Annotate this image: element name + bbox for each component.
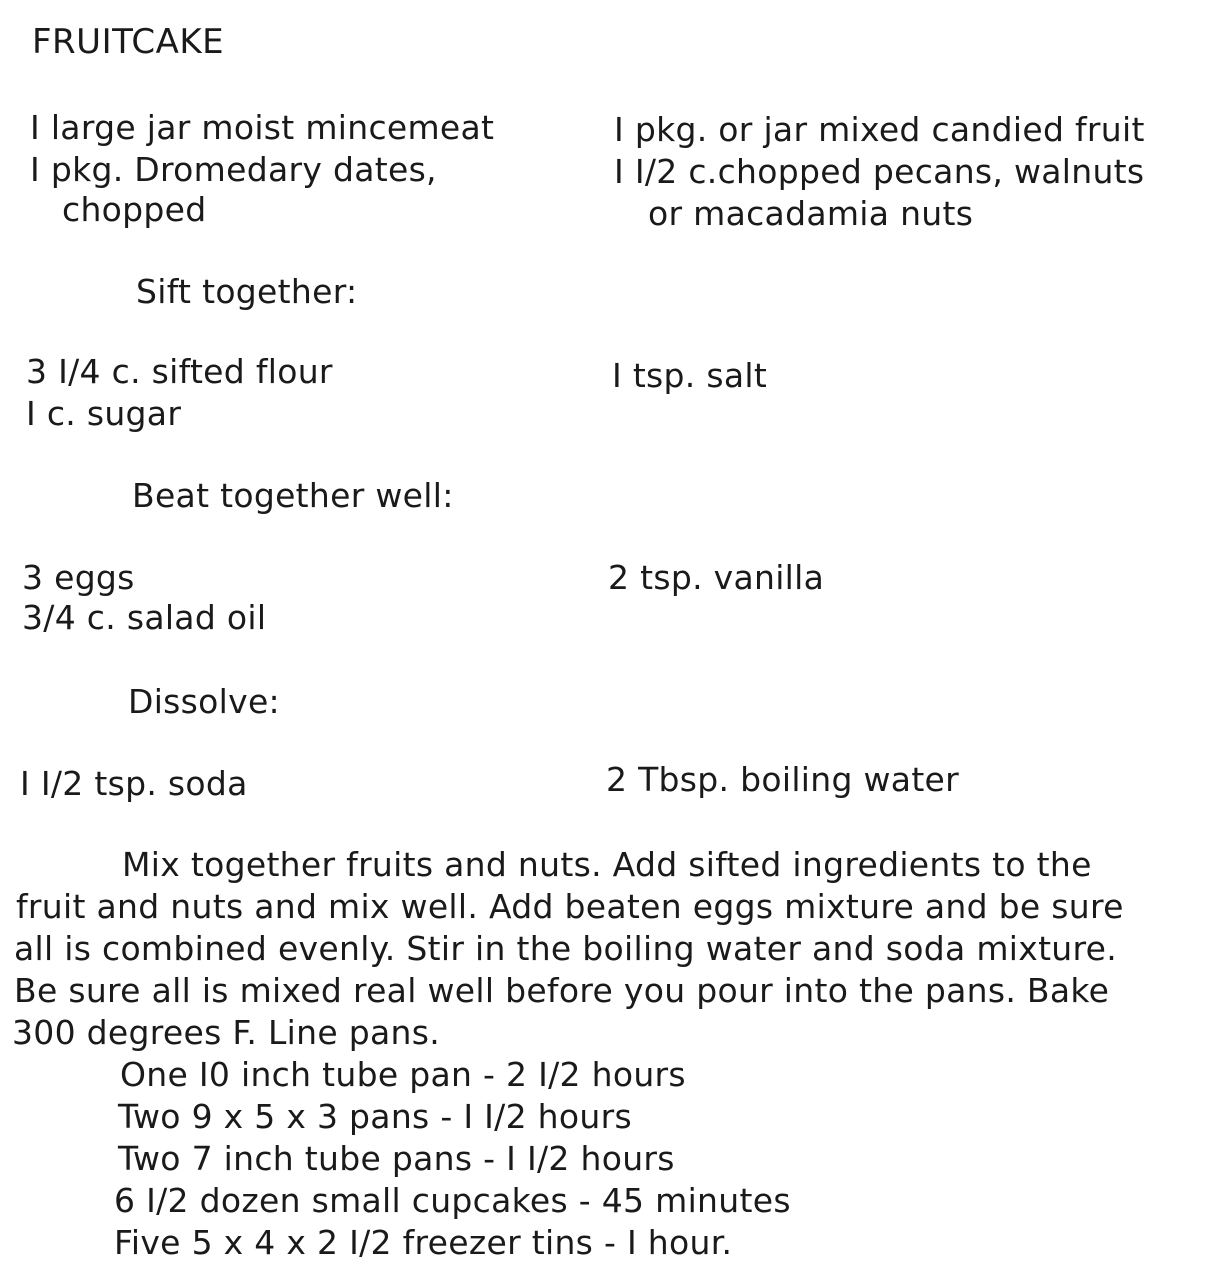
ingredient-nuts: I I/2 c.chopped pecans, walnuts (614, 152, 1145, 191)
method-line-2: fruit and nuts and mix well. Add beaten eggs mixture and be sure (16, 887, 1124, 926)
section-heading-beat: Beat together well: (132, 476, 454, 515)
ingredient-nuts-continued: or macadamia nuts (648, 194, 974, 233)
method-line-5: 300 degrees F. Line pans. (12, 1013, 440, 1052)
ingredient-salad-oil: 3/4 c. salad oil (22, 598, 267, 637)
section-heading-dissolve: Dissolve: (128, 682, 280, 721)
pan-option-loaf-9x5x3: Two 9 x 5 x 3 pans - I I/2 hours (118, 1097, 632, 1136)
recipe-title: FRUITCAKE (32, 22, 225, 62)
method-line-3: all is combined evenly. Stir in the boiling water and soda mixture. (14, 929, 1118, 968)
ingredient-dates: I pkg. Dromedary dates, (30, 150, 437, 189)
pan-option-tube-7: Two 7 inch tube pans - I I/2 hours (118, 1139, 675, 1178)
ingredient-eggs: 3 eggs (22, 558, 135, 597)
ingredient-dates-continued: chopped (62, 190, 207, 229)
pan-option-freezer-tins: Five 5 x 4 x 2 I/2 freezer tins - I hour. (114, 1223, 733, 1262)
ingredient-salt: I tsp. salt (612, 356, 768, 395)
ingredient-soda: I I/2 tsp. soda (20, 764, 248, 803)
section-heading-sift: Sift together: (136, 272, 358, 311)
ingredient-flour: 3 I/4 c. sifted flour (26, 352, 333, 391)
pan-option-cupcakes: 6 I/2 dozen small cupcakes - 45 minutes (114, 1181, 791, 1220)
method-line-4: Be sure all is mixed real well before you pour into the pans. Bake (14, 971, 1110, 1010)
ingredient-vanilla: 2 tsp. vanilla (608, 558, 825, 597)
ingredient-mincemeat: I large jar moist mincemeat (30, 108, 495, 147)
ingredient-sugar: I c. sugar (26, 394, 182, 433)
ingredient-candied-fruit: I pkg. or jar mixed candied fruit (614, 110, 1145, 149)
ingredient-boiling-water: 2 Tbsp. boiling water (606, 760, 960, 799)
pan-option-tube-10: One I0 inch tube pan - 2 I/2 hours (120, 1055, 686, 1094)
method-line-1: Mix together fruits and nuts. Add sifted ingredients to the (122, 845, 1092, 884)
